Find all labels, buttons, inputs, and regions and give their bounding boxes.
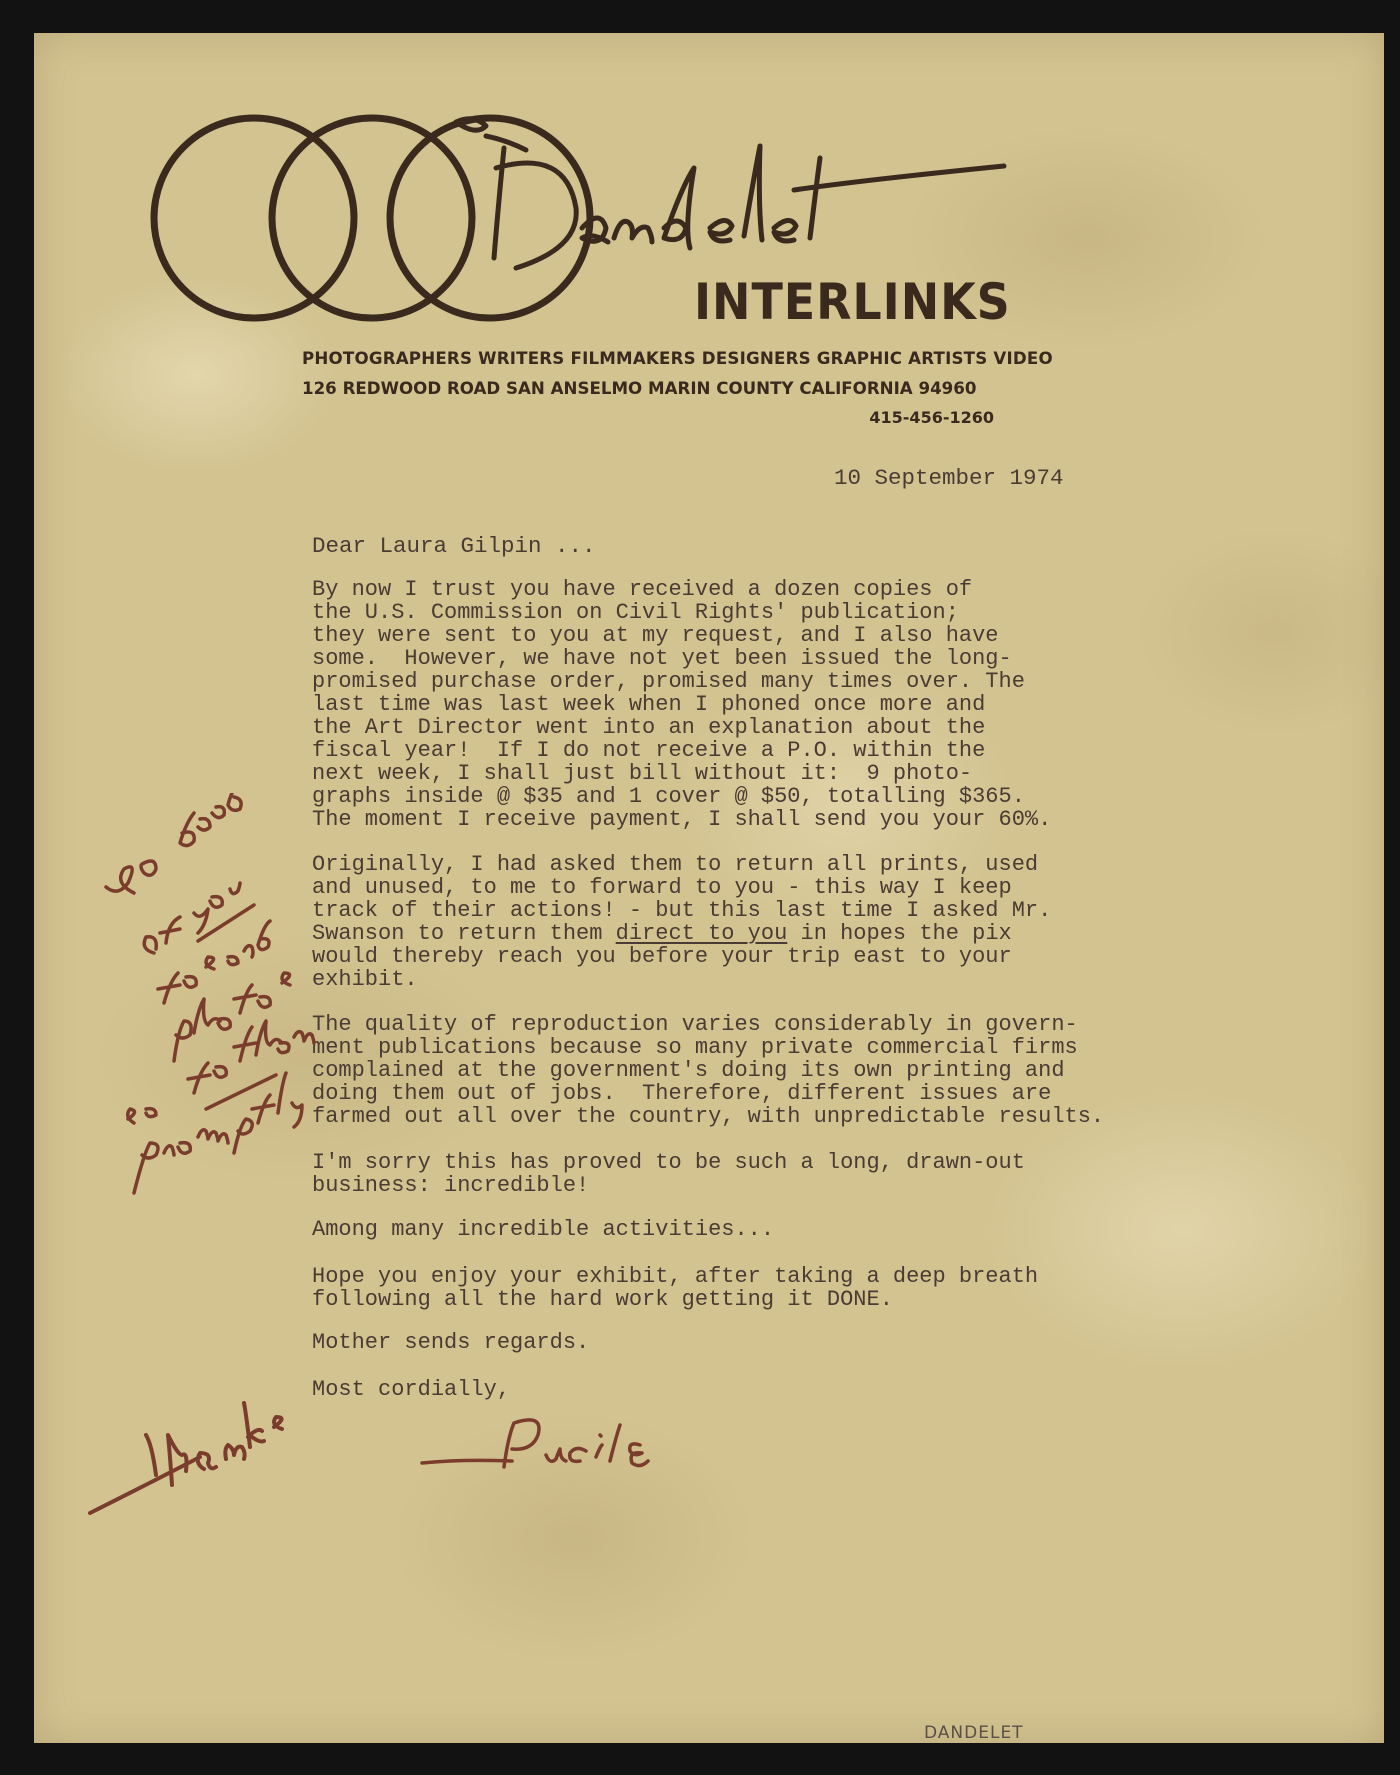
text-line	[312, 922, 1051, 945]
letterhead-professions: PHOTOGRAPHERS WRITERS FILMMAKERS DESIGNERS GRAPHIC ARTISTS VIDEO	[302, 349, 1053, 369]
text-segment: in hopes the pix	[787, 921, 1012, 946]
text-line: By now I trust you have received a dozen copies of	[312, 577, 973, 602]
salutation: Dear Laura Gilpin ...	[312, 533, 596, 559]
paragraph-1	[312, 578, 1051, 831]
paragraph-7	[312, 1331, 589, 1354]
text-line: The quality of reproduction varies considerably in govern-	[312, 1012, 1078, 1037]
text-line: fiscal year! If I do not receive a P.O. within the	[312, 738, 986, 763]
text-line: exhibit.	[312, 967, 418, 992]
text-line: and unused, to me to forward to you - this way I keep	[312, 875, 1012, 900]
paragraph-2	[312, 853, 1051, 991]
paragraph-6	[312, 1265, 1038, 1311]
text-segment: Swanson to return them	[312, 921, 616, 946]
letter-date: 10 September 1974	[834, 465, 1064, 491]
text-line: the U.S. Commission on Civil Rights' publication;	[312, 600, 959, 625]
archive-label: DANDELET	[924, 1723, 1024, 1743]
text-line: I'm sorry this has proved to be such a long, drawn-out	[312, 1150, 1025, 1175]
underlined-phrase: direct to you	[615, 921, 788, 946]
text-line: Among many incredible activities...	[312, 1217, 775, 1242]
closing	[312, 1378, 510, 1401]
text-line: next week, I shall just bill without it: 9 photo-	[312, 761, 973, 786]
paragraph-5	[312, 1218, 774, 1241]
text-line: The moment I receive payment, I shall send you your 60%.	[312, 807, 1052, 832]
company-name: INTERLINKS	[694, 273, 1011, 331]
letterhead-address: 126 REDWOOD ROAD SAN ANSELMO MARIN COUNTY CALIFORNIA 94960	[302, 379, 977, 399]
paragraph-4	[312, 1151, 1025, 1197]
text-line: ment publications because so many private commercial firms	[312, 1035, 1078, 1060]
letterhead-phone: 415-456-1260	[869, 408, 994, 427]
text-line: doing them out of jobs. Therefore, different issues are	[312, 1081, 1052, 1106]
text-line: farmed out all over the country, with unpredictable results.	[312, 1104, 1105, 1129]
text-line: complained at the government's doing its own printing and	[312, 1058, 1065, 1083]
text-line: last time was last week when I phoned once more and	[312, 692, 986, 717]
text-line: Originally, I had asked them to return all prints, used	[312, 852, 1039, 877]
text-line: track of their actions! - but this last time I asked Mr.	[312, 898, 1052, 923]
text-line: promised purchase order, promised many times over. The	[312, 669, 1025, 694]
text-line: some. However, we have not yet been issued the long-	[312, 646, 1012, 671]
text-line: Hope you enjoy your exhibit, after taking a deep breath	[312, 1264, 1039, 1289]
text-line: graphs inside @ $35 and 1 cover @ $50, totalling $365.	[312, 784, 1025, 809]
text-line: following all the hard work getting it DONE.	[312, 1287, 893, 1312]
handwritten-thanks	[82, 1393, 302, 1523]
text-line: they were sent to you at my request, and I also have	[312, 623, 999, 648]
handwritten-margin-note	[94, 793, 324, 1213]
letter-sheet	[34, 33, 1384, 1743]
text-line: the Art Director went into an explanation about the	[312, 715, 986, 740]
paragraph-3	[312, 1013, 1104, 1128]
text-line: would thereby reach you before your trip east to your	[312, 944, 1012, 969]
signature	[414, 1401, 674, 1491]
text-line: Mother sends regards.	[312, 1330, 590, 1355]
text-line: business: incredible!	[312, 1173, 590, 1198]
text-line: Most cordially,	[312, 1377, 511, 1402]
